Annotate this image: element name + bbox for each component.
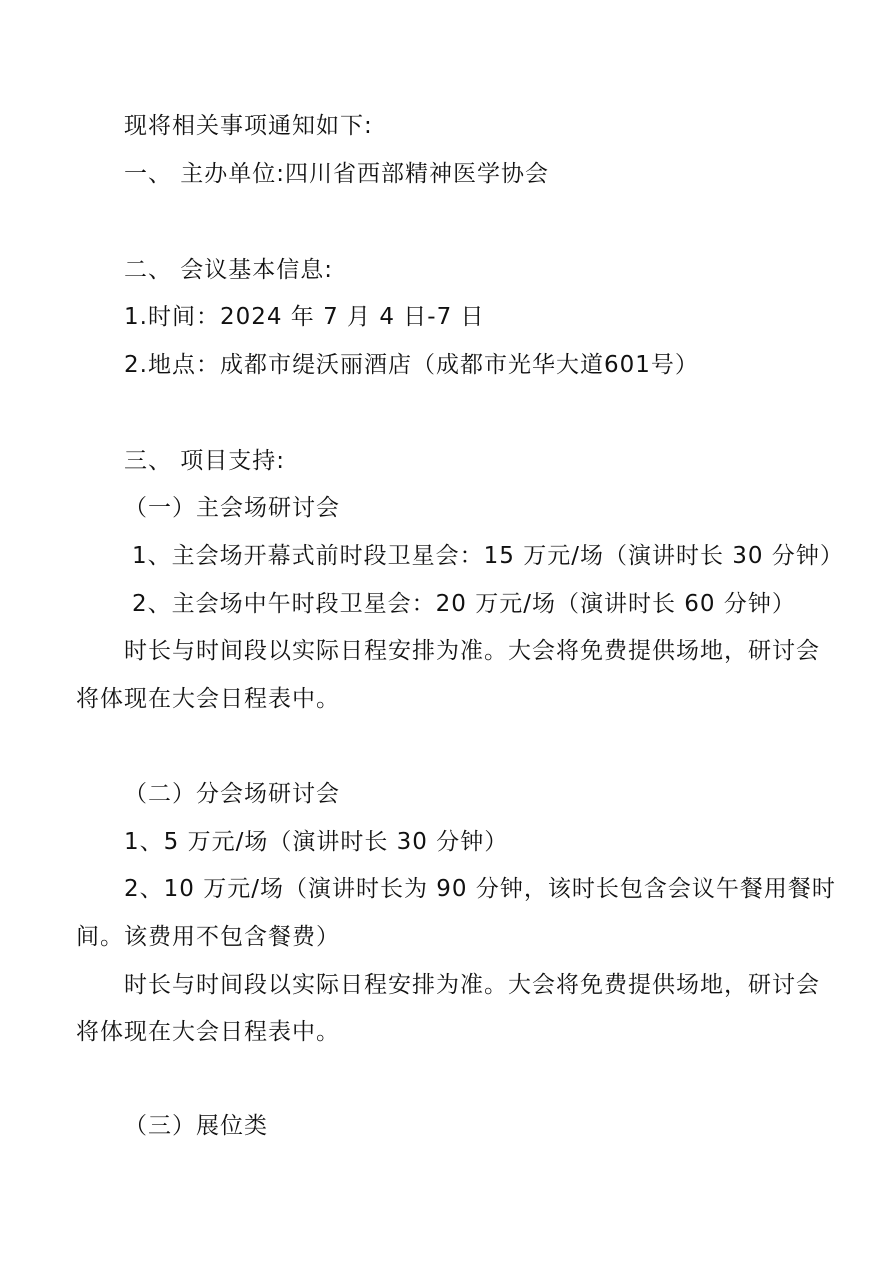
sub-venue-heading: （二）分会场研讨会 (124, 781, 340, 807)
section-organizer: 一、 主办单位:四川省西部精神医学协会 (124, 161, 550, 187)
sub-venue-note-line-1: 时长与时间段以实际日程安排为准。大会将免费提供场地，研讨会 (124, 972, 820, 998)
booth-heading: （三）展位类 (124, 1113, 268, 1139)
main-venue-item-1: 1、主会场开幕式前时段卫星会：15 万元/场（演讲时长 30 分钟） (132, 543, 844, 569)
sub-venue-item-2-line-2: 间。该费用不包含餐费） (76, 924, 340, 950)
main-venue-note-line-2: 将体现在大会日程表中。 (76, 686, 340, 712)
meeting-place: 2.地点：成都市缇沃丽酒店（成都市光华大道601号） (124, 352, 699, 378)
intro-line: 现将相关事项通知如下: (124, 113, 373, 139)
section-meeting-info-heading: 二、 会议基本信息: (124, 257, 334, 283)
meeting-time: 1.时间：2024 年 7 月 4 日-7 日 (124, 304, 485, 330)
section-support-heading: 三、 项目支持: (124, 448, 286, 474)
main-venue-note-line-1: 时长与时间段以实际日程安排为准。大会将免费提供场地，研讨会 (124, 638, 820, 664)
sub-venue-item-2-line-1: 2、10 万元/场（演讲时长为 90 分钟，该时长包含会议午餐用餐时 (124, 876, 836, 902)
main-venue-heading: （一）主会场研讨会 (124, 495, 340, 521)
sub-venue-item-1: 1、5 万元/场（演讲时长 30 分钟） (124, 829, 509, 855)
sub-venue-note-line-2: 将体现在大会日程表中。 (76, 1019, 340, 1045)
main-venue-item-2: 2、主会场中午时段卫星会：20 万元/场（演讲时长 60 分钟） (132, 591, 796, 617)
